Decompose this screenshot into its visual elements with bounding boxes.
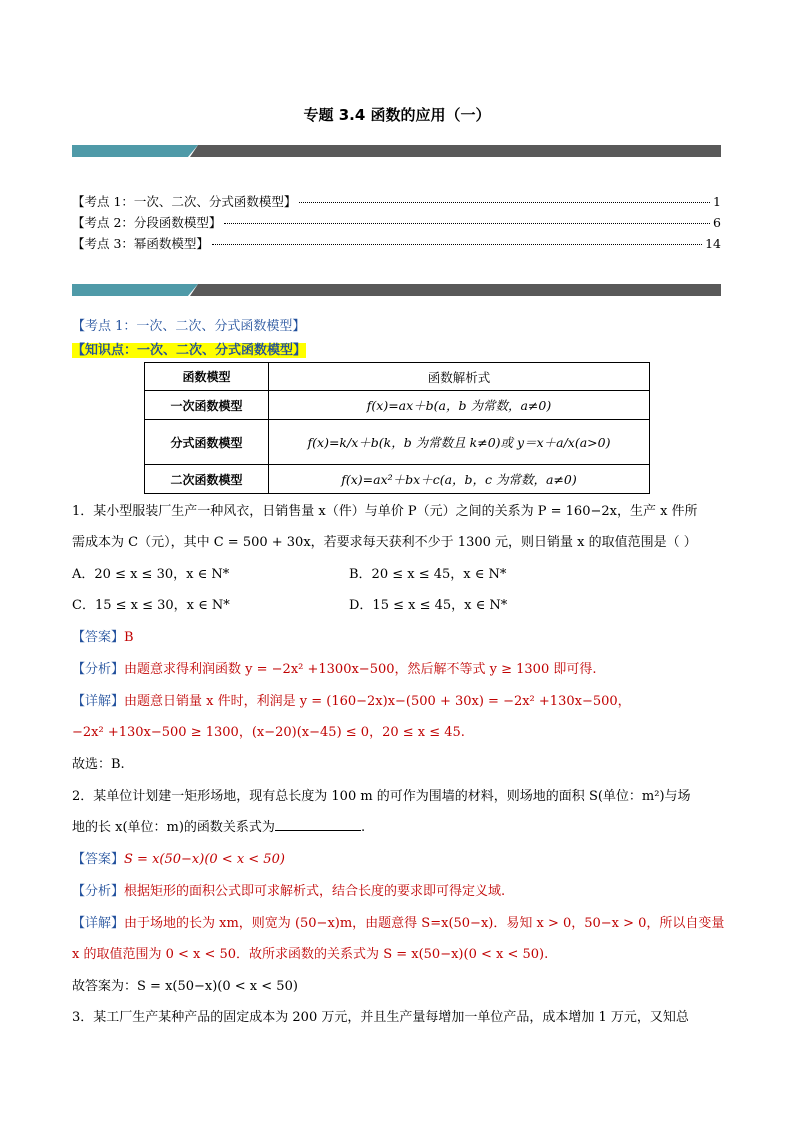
- choose-line: 故选：B.: [72, 757, 125, 772]
- detail-tag: 【详解】: [72, 694, 125, 709]
- question-1-text: 1．某小型服装厂生产一种风衣，日销售量 x（件）与单价 P（元）之间的关系为 P = 160−2x，生产 x 件所: [72, 504, 698, 519]
- analysis-tag: 【分析】: [72, 662, 125, 677]
- option-a: A．20 ≤ x ≤ 30，x ∈ N*: [72, 567, 230, 582]
- toc-page-number: 14: [705, 236, 721, 251]
- table-row: [145, 420, 650, 465]
- analysis-tag: 【分析】: [72, 884, 125, 899]
- question-2-end: .: [360, 820, 366, 835]
- option-d: D．15 ≤ x ≤ 45，x ∈ N*: [349, 598, 508, 613]
- knowledge-point-label: 【知识点：一次、二次、分式函数模型】: [72, 343, 307, 358]
- table-cell: f(x)=ax²＋bx＋c(a，b，c 为常数，a≠0): [269, 465, 650, 494]
- table-cell: 一次函数模型: [145, 391, 269, 420]
- detail-tag: 【详解】: [72, 916, 125, 931]
- answer-line: [72, 848, 732, 867]
- toc-leader-dots: [212, 244, 702, 245]
- table-cell: 二次函数模型: [145, 465, 269, 494]
- detail-text: 由题意日销量 x 件时，利润是 y = (160−2x)x−(500 + 30x) = −2x² +130x−500，: [124, 694, 631, 709]
- divider-accent: [72, 145, 198, 157]
- table-header-cell: 函数模型: [145, 363, 269, 391]
- detail-text: −2x² +130x−500 ≥ 1300，(x−20)(x−45) ≤ 0，20 ≤ x ≤ 45.: [72, 725, 465, 740]
- toc-page-number: 6: [713, 215, 721, 230]
- question-3-text: 3．某工厂生产某种产品的固定成本为 200 万元，并且生产量每增加一单位产品，成本增加 1 万元，又知总: [72, 1010, 689, 1025]
- final-answer-line: 故答案为：S = x(50−x)(0 < x < 50): [72, 979, 298, 994]
- detail-text: 由于场地的长为 xm，则宽为 (50−x)m，由题意得 S=x(50−x)．易知 x > 0，50−x > 0，所以自变量: [124, 916, 725, 931]
- table-header-row: [145, 363, 650, 391]
- page-title: 专题 3.4 函数的应用（一）: [303, 106, 491, 124]
- answer-tag: 【答案】: [72, 852, 125, 867]
- analysis-line: [72, 658, 732, 677]
- section-heading: 【考点 1：一次、二次、分式函数模型】: [72, 319, 306, 334]
- divider-body: [190, 284, 721, 296]
- divider-body: [190, 145, 721, 157]
- decorative-divider-bar: [72, 145, 721, 157]
- detail-text: x 的取值范围为 0 < x < 50．故所求函数的关系式为 S = x(50−x)(0 < x < 50).: [72, 947, 549, 962]
- answer-tag: 【答案】: [72, 630, 125, 645]
- toc-leader-dots: [299, 202, 710, 203]
- table-row: [145, 391, 650, 420]
- table-cell: 分式函数模型: [145, 420, 269, 465]
- function-model-table: [144, 362, 650, 494]
- detail-line: [72, 690, 732, 709]
- toc-entry[interactable]: [72, 234, 721, 254]
- table-cell: f(x)=ax＋b(a，b 为常数，a≠0): [269, 391, 650, 420]
- option-c: C．15 ≤ x ≤ 30，x ∈ N*: [72, 598, 230, 613]
- answer-blank: [275, 818, 361, 831]
- answer-value: S = x(50−x)(0 < x < 50): [124, 852, 285, 867]
- analysis-text: 根据矩形的面积公式即可求解析式，结合长度的要求即可得定义域.: [124, 884, 506, 899]
- question-2-text: [72, 816, 732, 835]
- decorative-divider-bar: [72, 284, 721, 296]
- toc-leader-dots: [224, 223, 710, 224]
- table-cell: f(x)=k/x＋b(k，b 为常数且 k≠0)或 y＝x＋a/x(a>0): [269, 420, 650, 465]
- question-2-text: 2．某单位计划建一矩形场地，现有总长度为 100 m 的可作为围墙的材料，则场地的面积 S(单位：m²)与场: [72, 789, 691, 804]
- toc-entry[interactable]: [72, 213, 721, 233]
- detail-line: [72, 912, 732, 931]
- divider-accent: [72, 284, 198, 296]
- toc-page-number: 1: [713, 194, 721, 209]
- option-b: B．20 ≤ x ≤ 45，x ∈ N*: [349, 567, 507, 582]
- question-2-stem: 地的长 x(单位：m)的函数关系式为: [72, 820, 275, 835]
- analysis-text: 由题意求得利润函数 y = −2x² +1300x−500，然后解不等式 y ≥ 1300 即可得.: [124, 662, 597, 677]
- toc-entry-label: 【考点 1：一次、二次、分式函数模型】: [72, 194, 297, 209]
- answer-line: [72, 626, 732, 645]
- table-row: [145, 465, 650, 494]
- toc-entry[interactable]: [72, 192, 721, 212]
- toc-entry-label: 【考点 2：分段函数模型】: [72, 215, 222, 230]
- question-1-text: 需成本为 C（元），其中 C = 500 + 30x，若要求每天获利不少于 1300 元，则日销量 x 的取值范围是（ ）: [72, 535, 697, 550]
- answer-value: B: [124, 630, 134, 645]
- table-header-cell: 函数解析式: [269, 363, 650, 391]
- analysis-line: [72, 880, 732, 899]
- toc-entry-label: 【考点 3：幂函数模型】: [72, 236, 209, 251]
